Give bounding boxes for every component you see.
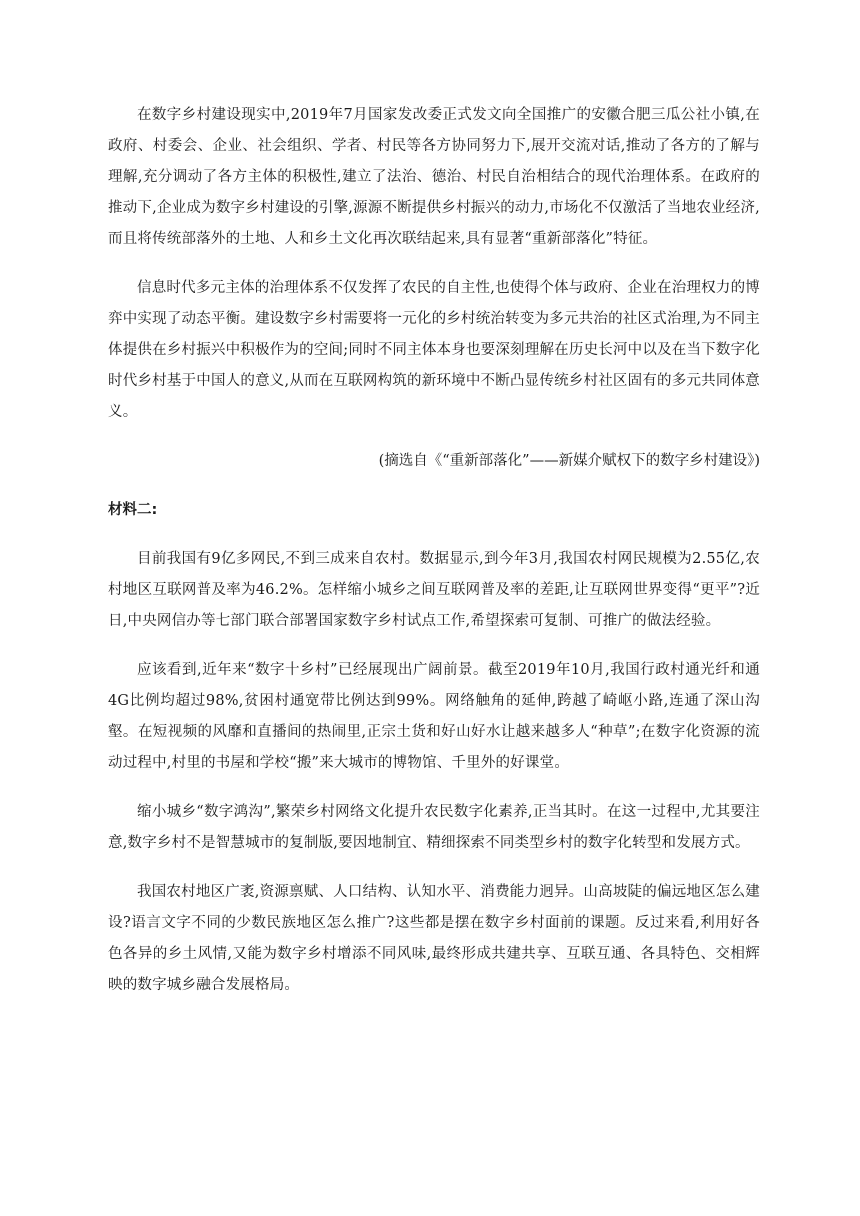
- paragraph-netizens: 目前我国有9亿多网民,不到三成来自农村。数据显示,到今年3月,我国农村网民规模为2.55亿,农村地区互联网普及率为46.2%。怎样缩小城乡之间互联网普及率的差距,让互联网世界变得“更平”?近日,中央网信办等七部门联合部署国家数字乡村试点工作,希望探索可复制、可推广的做法经验。: [108, 551, 760, 629]
- source-note: (摘选自《“重新部落化”——新媒介赋权下的数字乡村建设》): [378, 453, 760, 469]
- document-page: [108, 100, 760, 1001]
- section-heading: 材料二:: [108, 502, 158, 518]
- paragraph-digital-divide: 缩小城乡“数字鸿沟”,繁荣乡村网络文化提升农民数字化素养,正当其时。在这一过程中,尤其要注意,数字乡村不是智慧城市的复制版,要因地制宜、精细探索不同类型乡村的数字化转型和发展方式。: [108, 804, 760, 851]
- paragraph-sanguagongshe: 在数字乡村建设现实中,2019年7月国家发改委正式发文向全国推广的安徽合肥三瓜公社小镇,在政府、村委会、企业、社会组织、学者、村民等各方协同努力下,展开交流对话,推动了各方的了解与理解,充分调动了各方主体的积极性,建立了法治、德治、村民自治相结合的现代治理体系。在政府的推动下,企业成为数字乡村建设的引擎,源源不断提供乡村振兴的动力,市场化不仅激活了当地农业经济,而且将传统部落外的土地、人和乡土文化再次联结起来,具有显著“重新部落化”特征。: [108, 107, 760, 247]
- paragraph-governance: 信息时代多元主体的治理体系不仅发挥了农民的自主性,也使得个体与政府、企业在治理权力的博弈中实现了动态平衡。建设数字乡村需要将一元化的乡村统治转变为多元共治的社区式治理,为不同主体提供在乡村振兴中积极作为的空间;同时不同主体本身也要深刻理解在历史长河中以及在当下数字化时代乡村基于中国人的意义,从而在互联网构筑的新环境中不断凸显传统乡村社区固有的多元共同体意义。: [108, 280, 760, 420]
- paragraph-prospects: 应该看到,近年来“数字十乡村”已经展现出广阔前景。截至2019年10月,我国行政村通光纤和通4G比例均超过98%,贫困村通宽带比例达到99%。网络触角的延伸,跨越了崎岖小路,连通了深山沟壑。在短视频的风靡和直播间的热闹里,正宗土货和好山好水让越来越多人“种草”;在数字化资源的流动过程中,村里的书屋和学校“搬”来大城市的博物馆、千里外的好课堂。: [108, 662, 760, 771]
- paragraph-rural-diversity: 我国农村地区广袤,资源禀赋、人口结构、认知水平、消费能力迥异。山高坡陡的偏远地区怎么建设?语言文字不同的少数民族地区怎么推广?这些都是摆在数字乡村面前的课题。反过来看,利用好各色各异的乡土风情,又能为数字乡村增添不同风味,最终形成共建共享、互联互通、各具特色、交相辉映的数字城乡融合发展格局。: [108, 884, 760, 993]
